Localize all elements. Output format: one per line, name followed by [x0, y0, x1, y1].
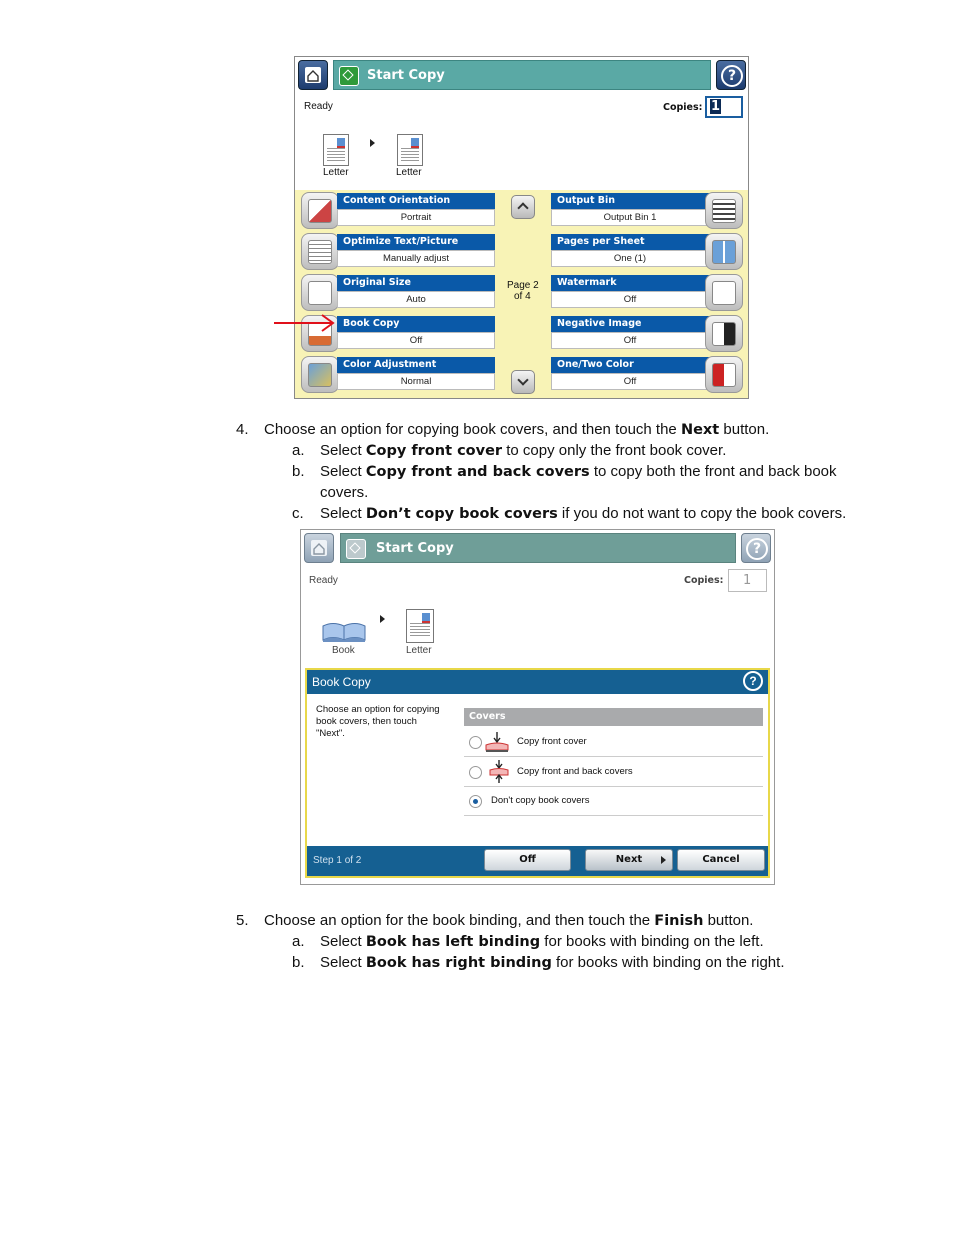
help-button[interactable] — [741, 533, 771, 563]
option-dont-copy-book-covers[interactable] — [464, 788, 763, 815]
option-title: Color Adjustment — [337, 357, 495, 373]
step-5-text: Choose an option for the book binding, and then touch the Finish button. — [264, 912, 754, 929]
step-4-number: 4. — [236, 421, 249, 438]
status-text: Ready — [304, 101, 333, 112]
divider — [464, 815, 763, 816]
step-indicator: Step 1 of 2 — [313, 855, 362, 866]
instructions-line-2: book covers, then touch — [316, 716, 417, 727]
option-title: Watermark — [551, 275, 709, 291]
output-paper-label: Letter — [396, 167, 422, 178]
step-4a-letter: a. — [292, 442, 305, 459]
option-content-orientation[interactable] — [301, 192, 495, 229]
orientation-icon — [301, 192, 339, 229]
home-icon — [299, 61, 327, 89]
step-4b-letter: b. — [292, 463, 305, 480]
option-copy-front-and-back-covers[interactable] — [464, 758, 763, 786]
step-5b-text: Select Book has right binding for books with binding on the right. — [320, 954, 785, 971]
copies-value: 1 — [743, 573, 752, 588]
red-pointer-arrow — [272, 312, 336, 334]
play-arrow-icon — [661, 856, 666, 864]
option-one-two-color[interactable] — [551, 356, 743, 393]
pages-per-sheet-icon — [705, 233, 743, 270]
copies-input[interactable] — [728, 569, 767, 592]
radio-button-selected[interactable] — [469, 795, 482, 808]
arrow-right-icon — [380, 615, 385, 623]
home-button[interactable] — [298, 60, 328, 90]
book-icon — [321, 618, 367, 644]
front-cover-icon — [484, 731, 510, 753]
option-value: One (1) — [551, 250, 709, 267]
copies-value: 1 — [711, 99, 721, 114]
start-copy-label: Start Copy — [367, 68, 445, 83]
step-4b-text: Select Copy front and back covers to copy both the front and back book — [320, 463, 837, 480]
start-icon — [339, 66, 359, 86]
home-icon — [305, 534, 333, 562]
step-5b-letter: b. — [292, 954, 305, 971]
option-label: Copy front and back covers — [517, 766, 633, 777]
input-paper-label: Book — [332, 645, 355, 656]
chevron-up-icon — [517, 202, 528, 213]
cancel-button[interactable]: Cancel — [677, 849, 765, 871]
option-title: Original Size — [337, 275, 495, 291]
option-value: Off — [551, 332, 709, 349]
start-icon — [346, 539, 366, 559]
option-title: Output Bin — [551, 193, 709, 209]
input-paper-label: Letter — [323, 167, 349, 178]
covers-group-title: Covers — [469, 711, 506, 722]
output-bin-icon — [705, 192, 743, 229]
step-5a-text: Select Book has left binding for books with binding on the left. — [320, 933, 764, 950]
output-letter-page-icon — [406, 609, 434, 643]
option-value: Output Bin 1 — [551, 209, 709, 226]
next-button[interactable] — [585, 849, 673, 871]
home-button[interactable] — [304, 533, 334, 563]
output-letter-page-icon — [397, 134, 423, 166]
option-value: Normal — [337, 373, 495, 390]
step-4c-letter: c. — [292, 505, 304, 522]
step-5-number: 5. — [236, 912, 249, 929]
option-title: Content Orientation — [337, 193, 495, 209]
front-and-back-covers-icon — [486, 760, 512, 784]
option-negative-image[interactable] — [551, 315, 743, 352]
status-text: Ready — [309, 575, 338, 586]
option-pages-per-sheet[interactable] — [551, 233, 743, 270]
output-paper-label: Letter — [406, 645, 432, 656]
option-value: Portrait — [337, 209, 495, 226]
copies-label: Copies: — [684, 575, 724, 586]
dialog-footer — [307, 846, 768, 876]
divider — [464, 786, 763, 787]
control-panel-screen-copy-options — [294, 56, 749, 399]
copy-options-panel — [295, 190, 748, 398]
watermark-icon — [705, 274, 743, 311]
chevron-down-icon — [517, 374, 528, 385]
page-indicator-line2: of 4 — [514, 291, 531, 302]
one-two-color-icon — [705, 356, 743, 393]
step-4-text: Choose an option for copying book covers, and then touch the Next button. — [264, 421, 770, 438]
radio-button[interactable] — [469, 766, 482, 779]
instructions-line-3: "Next". — [316, 728, 345, 739]
option-title: Optimize Text/Picture — [337, 234, 495, 250]
copies-input[interactable] — [705, 96, 743, 118]
step-4b-text-continued: covers. — [320, 484, 369, 501]
original-size-icon — [301, 274, 339, 311]
option-title: Pages per Sheet — [551, 234, 709, 250]
start-copy-label: Start Copy — [376, 541, 454, 556]
option-value: Manually adjust — [337, 250, 495, 267]
start-copy-button[interactable] — [333, 60, 711, 90]
scroll-down-button[interactable] — [511, 370, 535, 394]
scroll-up-button[interactable] — [511, 195, 535, 219]
option-title: One/Two Color — [551, 357, 709, 373]
step-5a-letter: a. — [292, 933, 305, 950]
covers-group-header — [464, 708, 763, 726]
book-copy-dialog — [305, 668, 770, 878]
arrow-right-icon — [370, 139, 375, 147]
option-color-adjustment[interactable] — [301, 356, 495, 393]
optimize-text-picture-icon — [301, 233, 339, 270]
start-copy-button[interactable] — [340, 533, 736, 563]
off-button[interactable]: Off — [484, 849, 571, 871]
option-output-bin[interactable] — [551, 192, 743, 229]
option-value: Off — [551, 373, 709, 390]
input-letter-page-icon — [323, 134, 349, 166]
option-original-size[interactable] — [301, 274, 495, 311]
option-optimize-text-picture[interactable] — [301, 233, 495, 270]
dialog-header — [307, 670, 768, 694]
radio-button[interactable] — [469, 736, 482, 749]
instructions-line-1: Choose an option for copying — [316, 704, 440, 715]
option-value: Off — [337, 332, 495, 349]
help-icon[interactable]: ? — [743, 671, 763, 691]
help-icon: ? — [746, 538, 768, 560]
dialog-title: Book Copy — [312, 675, 371, 689]
help-button[interactable] — [716, 60, 746, 90]
screen-top-bar — [295, 57, 748, 93]
option-value: Auto — [337, 291, 495, 308]
option-title: Negative Image — [551, 316, 709, 332]
color-adjustment-icon — [301, 356, 339, 393]
option-label: Don't copy book covers — [491, 795, 590, 806]
option-value: Off — [551, 291, 709, 308]
step-4c-text: Select Don’t copy book covers if you do not want to copy the book covers. — [320, 505, 847, 522]
help-icon: ? — [721, 65, 743, 87]
next-label: Next — [615, 854, 643, 865]
option-copy-front-cover[interactable] — [464, 729, 763, 756]
control-panel-screen-book-copy — [300, 529, 775, 885]
negative-image-icon — [705, 315, 743, 352]
option-label: Copy front cover — [517, 736, 587, 747]
page-indicator-line1: Page 2 — [507, 280, 539, 291]
copies-label: Copies: — [663, 102, 703, 113]
option-title: Book Copy — [337, 316, 495, 332]
divider — [464, 756, 763, 757]
option-watermark[interactable] — [551, 274, 743, 311]
step-4a-text: Select Copy front cover to copy only the front book cover. — [320, 442, 727, 459]
